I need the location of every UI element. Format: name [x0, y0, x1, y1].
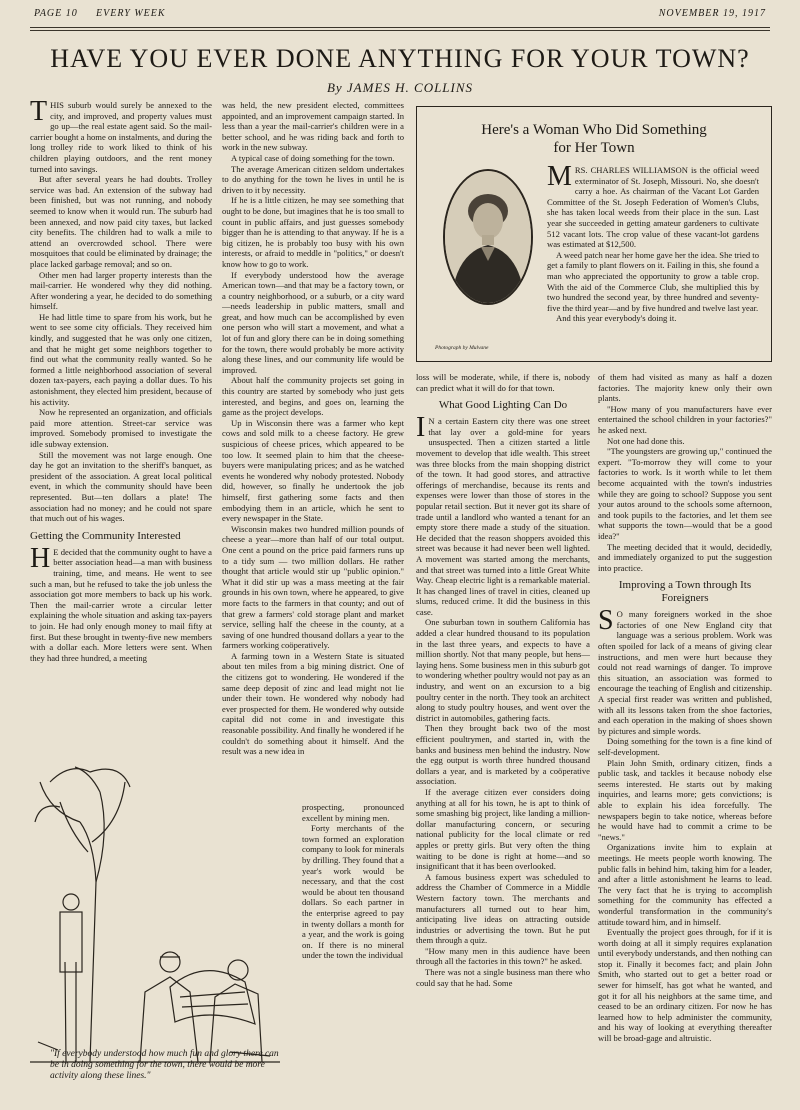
- article-title: HAVE YOU EVER DONE ANYTHING FOR YOUR TOWN?: [50, 44, 750, 73]
- paragraph: A famous business expert was scheduled to address the Chamber of Commerce in a Middle Western factory town. The merchants and manufacturers all turned out to hear him, anticipating live ideas on attracting outside industries or advertising the town. But he put them through a quiz.: [416, 871, 590, 946]
- issue-date: NOVEMBER 19, 1917: [658, 8, 766, 19]
- illustration-drawing-icon: [30, 762, 280, 1067]
- paragraph: If everybody understood how the average American town—and that may be a factory town, or a country neighborhood, or a suburb, or a city ward—needs leadership in public matters, small and great, and how much can be accomplished by even one person who will start a movement, and what a lot of fun and glory there can be in doing something for the town, there would probably be more activity along these lines, and our community life would be improved.: [222, 269, 404, 375]
- paragraph: If he is a little citizen, he may see something that ought to be done, but imagines that he is too small to count in public affairs, and just guesses somebody bigger than he is attending to that anyway. If he is a big citizen, he is probably too busy with his own interests, or afraid to meddle in "politics," or doesn't know how to go to work.: [222, 195, 404, 269]
- paragraph: Organizations invite him to explain at meetings. He meets people worth knowing. The public falls in behind him, taking him for a leader, and after a little astonishment he learns to lead. The very fact that he is trying to accomplish something for the community has effected a wonderful transformation in the community's attitude toward him, and in himself.: [598, 842, 772, 927]
- paragraph: A weed patch near her home gave her the idea. She tried to get a family to plant flowers on it. Failing in this, she found a man who appreciated the opportunity to grow a table crop. With the aid of the Commerce Club, she multiplied this by two hundred the second year, by three hundred and seventy-five the third year—and by five hundred and twelve last year.: [547, 249, 759, 313]
- illustration-caption: "If everybody understood how much fun and glory there can be in doing something for the town, there would be more activity along these lines.": [50, 1049, 279, 1081]
- section-heading: What Good Lighting Can Do: [438, 399, 568, 412]
- heading-line-1: Improving a Town through Its: [618, 579, 752, 592]
- paragraph: A typical case of doing something for the town.: [231, 152, 395, 163]
- column-3: [416, 372, 590, 1090]
- heading-line-2: Foreigners: [661, 592, 709, 605]
- paragraph: One suburban town in southern California has added a clear hundred thousand to its population in the last three years, and expects to have a million shortly. Not that many people, but hens—laying hens. Some business men in this suburb got to wondering whether poultry would not pay as an industry, and went on an excursion to a big poultry center in the north. They took an architect along to study poultry houses, and went over the district in automobiles, gathering facts.: [416, 617, 590, 723]
- paragraph: Plain John Smith, ordinary citizen, finds a public task, and tackles it because nobody else seems interested. He starts out by making inquiries, and learns more; gets convictions; is able to explain his idea forcefully. The newspapers begin to take notice, whereas before he would have had to commit a crime to be "news.": [598, 757, 772, 842]
- section-heading: [598, 579, 772, 605]
- paragraph: O many foreigners worked in the shoe factories of one New England city that language was a serious problem. Work was often spoiled for lack of a means of giving clear instructions, and men were hurt because they could not read warnings of danger. To improve this situation, an association was formed to encourage the teaching of English and citizenship. A special first reader was written and published, with all its lessons taken from the shoe factories, and each operation in the making of shoes shown by pictures and simple words.: [598, 609, 772, 736]
- paragraph: Not one had done this.: [607, 435, 685, 446]
- portrait-icon: [445, 171, 531, 303]
- drop-cap: T: [30, 100, 48, 127]
- paragraph: Then they brought back two of the most efficient poultrymen, and started in, with the banks and business men behind the industry. Now the egg output is worth three hundred thousand dollars a year, and is marketed by a coöperative association.: [416, 723, 590, 787]
- paragraph: Up in Wisconsin there was a farmer who kept cows and sold milk to a cheese factory. He grew suspicious of cheese prices, which appeared to be too low. It seemed plain to him that the cheese-buyers were manipulating prices; and as he watched events he wondered why nobody protested. Nobody did, however, so finally he undertook the job himself, first gathering some facts and then embodying them in an article, which he sent to every newspaper in the State.: [222, 417, 404, 524]
- running-header: [34, 8, 766, 22]
- paragraph: About half the community projects set going in this country are started by somebody who just gets interested, and begins, and goes on, learning the game as the project develops.: [222, 375, 404, 418]
- paragraph: Forty merchants of the town formed an exploration company to look for minerals by drilling. They found that a year's work would be necessary, and that the cost would be about ten thousand dollars. So each partner in the enterprise agreed to pay in twenty dollars a month for a year, and the work is going on. If there is no mineral under the town the individual: [302, 823, 404, 961]
- header-rule: [30, 27, 770, 28]
- paragraph: But after several years he had doubts. Trolley service was bad. An extension of the subway had been finished, but was not running, and nobody seemed to know when it would run. The suburb had been annexed, and now paid city taxes, but lacked city benefits. The children had to walk a mile to attend an overcrowded school. There were mosquitoes that could be eliminated by drainage; the place lacked garbage removal; and so on.: [30, 174, 212, 269]
- drop-cap: I: [416, 412, 426, 444]
- paragraph: "How many of you manufacturers have ever entertained the school children in your factories?" he asked next.: [598, 403, 772, 435]
- paragraph: Wisconsin makes two hundred million pounds of cheese a year—more than half of our total output. One cent a pound on the price paid farmers runs up to a tidy sum — two million dollars. He rather thought that article would stir up "public opinion." What it did stir up was a mass meeting at the fair grounds in his own town, where he appeared, to give more facts to the farmers in that county; and out of that grew a farmers' cold storage plant and market service, selling half the cheese in the county, at a saving of one hundred thousand dollars a year to the farmers working coöperatively.: [222, 523, 404, 651]
- magazine-name: EVERY WEEK: [96, 8, 166, 19]
- box-title-line-1: Here's a Woman Who Did Something: [481, 122, 707, 138]
- paragraph: RS. CHARLES WILLIAMSON is the official weed exterminator of St. Joseph, Missouri. No, she doesn't carry a hoe. As chairman of the Vacant Lot Garden Committee of the St. Joseph Federation of Women's Clubs, she has taken local weeds from their place in the sun. Last year she succeeded in getting amateur gardeners to cultivate 512 vacant lots. The crop value of these vacant-lot gardens was estimated at $12,500.: [547, 165, 759, 250]
- paragraph: Now he represented an organization, and officials paid more attention. Street-car service was improved. Somebody promised to investigate the idle subway extension.: [30, 407, 212, 449]
- portrait-photo: [443, 169, 533, 305]
- paragraph: Doing something for the town is a fine kind of self-development.: [598, 736, 772, 757]
- paragraph: The meeting decided that it would, decidedly, and immediately organized to put the suggestion into practice.: [598, 541, 772, 573]
- paragraph: A farming town in a Western State is situated about ten miles from a big mining district. One of the citizens got to wondering. He wondered if the same deep deposit of zinc and lead might not lie under their town. He wondered why nobody had ever prospected for them. He wondered why outside capital did not come in and investigate this reasonable possibility. And finally he wondered if he couldn't do something about it himself. And the result was a new idea in: [222, 650, 404, 757]
- paragraph: Still the movement was not large enough. One day he got an invitation to the sheriff's banquet, as president of the association. A great local political event, in which the community should have been represented. But—ten dollars a plate! The association had no money; and he could not spare that much out of his wages.: [30, 449, 212, 524]
- byline: By JAMES H. COLLINS: [326, 80, 474, 95]
- page-number: PAGE 10: [34, 8, 78, 19]
- drop-cap: M: [547, 165, 572, 192]
- paragraph: E decided that the community ought to have a better association head—a man with business training, time, and means. He went to see such a man, but he refused to take the job unless the association got more members to back up his work. Then the mail-carrier wrote a circular letter explaining the whole situation and asking tax-payers to join. He had only enough money to mail fifty at first. But these brought in twenty-five new members with a dollar each. More letters were sent. When they had three hundred, a meeting: [30, 546, 212, 663]
- column-4: [598, 372, 772, 1090]
- paragraph: prospecting, pronounced excellent by mining men.: [302, 802, 404, 823]
- header-rule-2: [30, 30, 770, 31]
- paragraph: "The youngsters are growing up," continued the expert. "To-morrow they will come to your factories to work. Is it worth while to let them become acquainted with the town's industries while they are going to school? Suppose you sent your autos around to the schools some afternoon, and took pupils to the factories, and let them see what supports the town—would that be a good idea?": [598, 446, 772, 541]
- drop-cap: H: [30, 542, 51, 574]
- box-title-line-2: for Her Town: [553, 140, 635, 156]
- column-1: [30, 100, 212, 750]
- paragraph: "How many men in this audience have been through all the factories in this town?" he asked.: [416, 945, 590, 967]
- drop-cap: S: [598, 605, 614, 637]
- sidebar-box: [416, 106, 772, 362]
- paragraph: He had little time to spare from his work, but he went to see some city officials. They received him kindly, and suggested that he was only one citizen, and that he might get some neighbors together to find out what the community really wanted. So he formed a little neighborhood association of several dozen tax-payers, each paying a dollar dues. To his astonishment, they elected him president, because of his activity.: [30, 311, 212, 407]
- box-title: [417, 121, 771, 157]
- paragraph: of them had visited as many as half a dozen factories. The majority knew only their own plants.: [598, 372, 772, 404]
- paragraph: loss will be moderate, while, if there is, nobody can predict what it will do for that town.: [416, 372, 590, 393]
- paragraph: HIS suburb would surely be annexed to the city, and improved, and property values must go up—the real estate agent said. So the mail-carrier bought a home on instalments, and during the long trolley ride to work liked to think of his children playing outdoors, and the rent money turned into savings.: [30, 100, 212, 174]
- paragraph: was held, the new president elected, committees appointed, and an improvement campaign started. In less than a year the mail-carrier's children were in a better school, and he was riding back and forth to work in the new subway.: [222, 100, 404, 153]
- column-2-narrow: [302, 802, 404, 1084]
- section-heading: Getting the Community Interested: [30, 529, 181, 542]
- paragraph: Eventually the project goes through, for if it is worth doing at all it simply requires explanation until everybody understands, and then nothing can stop it. Finally it becomes fact; and plain John Smith, who started out to get a better road or sewer for himself, has got what he wanted, and got it for all his neighbors at the same time, and ceased to be an ordinary citizen. For now he has learned how to help administer the community, and his way of looking at everything thereafter will be broad-gage and altruistic.: [598, 927, 772, 1044]
- paragraph: If the average citizen ever considers doing anything at all for his town, he is apt to think of some smashing big project, like landing a million-dollar manufacturing concern, or securing national publicity for the local climate or red apples or pretty girls. But very often the thing waiting to be done is right at home—and so insignificant that it has been overlooked.: [416, 786, 590, 872]
- column-2: [222, 100, 404, 802]
- paragraph: Other men had larger property interests than the mail-carrier. He wondered why they did nothing. After wondering a year, he decided to do something himself.: [30, 269, 212, 312]
- paragraph: And this year everybody's doing it.: [556, 313, 677, 324]
- paragraph: N a certain Eastern city there was one street that lay over a gold-mine for years unsuspected. Then a citizen started a little movement to develop that idle wealth. This street was three blocks from the main shopping district of the town. It had good stores, and attractive offerings of merchandise, because its rents and expenses were lower than those of stores in the popular retail section. But it never got its share of trade until a landlord who wanted a tenant for an empty store there made a study of the situation. He decided that the reason shoppers avoided this street was because it had never been well lighted. A movement was started among the merchants, and that street was turned into a little Great White Way. Cheap electric light is a remarkable material. It has changed lines of travel in cities, cleaned up slums, reduced crime. It did the business in this case.: [416, 416, 590, 617]
- paragraph: The average American citizen seldom undertakes to do anything for the town he lives in until he is driven to it by necessity.: [222, 163, 404, 195]
- photo-credit: Photograph by Mulvane: [435, 345, 489, 351]
- box-text: [547, 165, 759, 357]
- paragraph: There was not a single business man there who could say that he had. Some: [416, 967, 590, 988]
